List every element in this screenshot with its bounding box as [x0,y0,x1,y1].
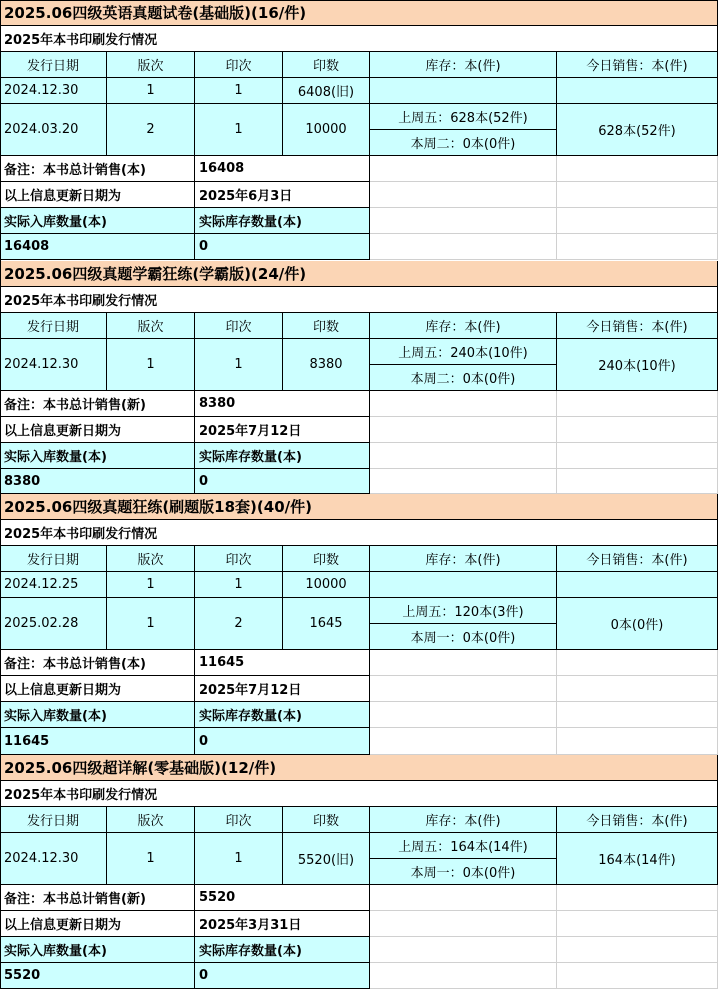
sheet-left-border [0,0,1,989]
empty-cell[interactable] [557,469,718,494]
empty-cell[interactable] [557,963,718,989]
today-sales-value[interactable]: 0本(0件) [557,598,718,650]
row-date[interactable]: 2024.12.25 [0,572,107,598]
empty-cell[interactable] [370,156,557,182]
header-edition[interactable]: 版次 [107,52,195,78]
section-title[interactable]: 2025.06四级真题狂练(刷题版18套)(40/件) [0,494,718,520]
stock-last-week[interactable]: 上周五：628本(52件) [370,104,557,130]
header-qty[interactable]: 印数 [283,807,370,833]
empty-cell[interactable] [557,208,718,234]
sheet-top-border [0,0,718,1]
update-label[interactable]: 以上信息更新日期为 [0,182,195,208]
total-label[interactable]: 备注：本书总计销售(本) [0,156,195,182]
total-value[interactable]: 8380 [195,391,370,417]
update-value[interactable]: 2025年6月3日 [195,182,370,208]
header-date[interactable]: 发行日期 [0,52,107,78]
row-edition[interactable]: 1 [107,833,195,885]
section-subtitle[interactable]: 2025年本书印刷发行情况 [0,781,718,807]
update-label[interactable]: 以上信息更新日期为 [0,417,195,443]
row-printing[interactable]: 1 [195,572,283,598]
empty-cell[interactable] [370,937,557,963]
actual-stock-label[interactable]: 实际库存数量(本) [195,937,370,963]
empty-cell[interactable] [370,208,557,234]
section-title[interactable]: 2025.06四级超详解(零基础版)(12/件) [0,755,718,781]
header-stock[interactable]: 库存：本(件) [370,807,557,833]
actual-stock-value[interactable]: 0 [195,728,370,755]
row-sales-empty[interactable] [557,78,718,104]
row-qty[interactable]: 5520(旧) [283,833,370,885]
empty-cell[interactable] [557,417,718,443]
update-label[interactable]: 以上信息更新日期为 [0,676,195,702]
stock-last-week[interactable]: 上周五：164本(14件) [370,833,557,859]
header-date[interactable]: 发行日期 [0,807,107,833]
empty-cell[interactable] [370,234,557,260]
empty-cell[interactable] [370,963,557,989]
in-stock-value[interactable]: 11645 [0,728,195,755]
empty-cell[interactable] [557,911,718,937]
row-qty[interactable]: 1645 [283,598,370,650]
update-label[interactable]: 以上信息更新日期为 [0,911,195,937]
stock-last-week[interactable]: 上周五：240本(10件) [370,339,557,365]
header-today-sales[interactable]: 今日销售：本(件) [557,546,718,572]
actual-stock-label[interactable]: 实际库存数量(本) [195,702,370,728]
header-today-sales[interactable]: 今日销售：本(件) [557,313,718,339]
total-value[interactable]: 11645 [195,650,370,676]
row-date[interactable]: 2024.12.30 [0,78,107,104]
section-subtitle[interactable]: 2025年本书印刷发行情况 [0,520,718,546]
empty-cell[interactable] [557,182,718,208]
header-qty[interactable]: 印数 [283,52,370,78]
empty-cell[interactable] [557,391,718,417]
row-printing[interactable]: 1 [195,104,283,156]
section-subtitle[interactable]: 2025年本书印刷发行情况 [0,26,718,52]
row-qty[interactable]: 6408(旧) [283,78,370,104]
header-date[interactable]: 发行日期 [0,546,107,572]
header-edition[interactable]: 版次 [107,546,195,572]
actual-stock-value[interactable]: 0 [195,469,370,494]
update-value[interactable]: 2025年7月12日 [195,417,370,443]
row-date[interactable]: 2025.02.28 [0,598,107,650]
header-edition[interactable]: 版次 [107,313,195,339]
section-title[interactable]: 2025.06四级真题学霸狂练(学霸版)(24/件) [0,261,718,287]
empty-cell[interactable] [370,469,557,494]
total-value[interactable]: 5520 [195,885,370,911]
empty-cell[interactable] [370,417,557,443]
row-edition[interactable]: 2 [107,104,195,156]
stock-this-week[interactable]: 本周一：0本(0件) [370,859,557,885]
row-stock-empty[interactable] [370,78,557,104]
row-edition[interactable]: 1 [107,572,195,598]
row-printing[interactable]: 1 [195,833,283,885]
header-stock[interactable]: 库存：本(件) [370,546,557,572]
today-sales-value[interactable]: 628本(52件) [557,104,718,156]
empty-cell[interactable] [557,702,718,728]
row-edition[interactable]: 1 [107,78,195,104]
row-printing[interactable]: 1 [195,78,283,104]
actual-stock-value[interactable]: 0 [195,234,370,260]
row-date[interactable]: 2024.03.20 [0,104,107,156]
in-stock-label[interactable]: 实际入库数量(本) [0,702,195,728]
total-label[interactable]: 备注：本书总计销售(新) [0,885,195,911]
empty-cell[interactable] [557,728,718,755]
header-today-sales[interactable]: 今日销售：本(件) [557,807,718,833]
header-stock[interactable]: 库存：本(件) [370,52,557,78]
empty-cell[interactable] [557,156,718,182]
row-qty[interactable]: 10000 [283,104,370,156]
empty-cell[interactable] [370,182,557,208]
row-printing[interactable]: 1 [195,339,283,391]
header-qty[interactable]: 印数 [283,546,370,572]
row-edition[interactable]: 1 [107,598,195,650]
update-value[interactable]: 2025年7月12日 [195,676,370,702]
in-stock-label[interactable]: 实际入库数量(本) [0,937,195,963]
total-value[interactable]: 16408 [195,156,370,182]
header-printing[interactable]: 印次 [195,313,283,339]
actual-stock-value[interactable]: 0 [195,963,370,989]
row-date[interactable]: 2024.12.30 [0,833,107,885]
empty-cell[interactable] [370,391,557,417]
row-date[interactable]: 2024.12.30 [0,339,107,391]
empty-cell[interactable] [557,937,718,963]
today-sales-value[interactable]: 240本(10件) [557,339,718,391]
header-today-sales[interactable]: 今日销售：本(件) [557,52,718,78]
row-edition[interactable]: 1 [107,339,195,391]
actual-stock-label[interactable]: 实际库存数量(本) [195,208,370,234]
header-qty[interactable]: 印数 [283,313,370,339]
section-subtitle[interactable]: 2025年本书印刷发行情况 [0,287,718,313]
empty-cell[interactable] [557,443,718,469]
row-sales-empty[interactable] [557,572,718,598]
in-stock-label[interactable]: 实际入库数量(本) [0,208,195,234]
total-label[interactable]: 备注：本书总计销售(本) [0,650,195,676]
header-stock[interactable]: 库存：本(件) [370,313,557,339]
header-printing[interactable]: 印次 [195,807,283,833]
row-qty[interactable]: 10000 [283,572,370,598]
row-printing[interactable]: 2 [195,598,283,650]
empty-cell[interactable] [557,234,718,260]
section-title[interactable]: 2025.06四级英语真题试卷(基础版)(16/件) [0,0,718,26]
in-stock-value[interactable]: 5520 [0,963,195,989]
stock-this-week[interactable]: 本周二：0本(0件) [370,130,557,156]
empty-cell[interactable] [370,676,557,702]
empty-cell[interactable] [370,650,557,676]
empty-cell[interactable] [557,885,718,911]
empty-cell[interactable] [557,676,718,702]
stock-this-week[interactable]: 本周一：0本(0件) [370,624,557,650]
update-value[interactable]: 2025年3月31日 [195,911,370,937]
empty-cell[interactable] [370,443,557,469]
header-printing[interactable]: 印次 [195,52,283,78]
today-sales-value[interactable]: 164本(14件) [557,833,718,885]
row-stock-empty[interactable] [370,572,557,598]
header-edition[interactable]: 版次 [107,807,195,833]
in-stock-label[interactable]: 实际入库数量(本) [0,443,195,469]
stock-last-week[interactable]: 上周五：120本(3件) [370,598,557,624]
empty-cell[interactable] [370,885,557,911]
header-printing[interactable]: 印次 [195,546,283,572]
total-label[interactable]: 备注：本书总计销售(新) [0,391,195,417]
in-stock-value[interactable]: 16408 [0,234,195,260]
empty-cell[interactable] [370,702,557,728]
row-qty[interactable]: 8380 [283,339,370,391]
empty-cell[interactable] [557,650,718,676]
empty-cell[interactable] [370,728,557,755]
header-date[interactable]: 发行日期 [0,313,107,339]
actual-stock-label[interactable]: 实际库存数量(本) [195,443,370,469]
in-stock-value[interactable]: 8380 [0,469,195,494]
empty-cell[interactable] [370,911,557,937]
stock-this-week[interactable]: 本周二：0本(0件) [370,365,557,391]
